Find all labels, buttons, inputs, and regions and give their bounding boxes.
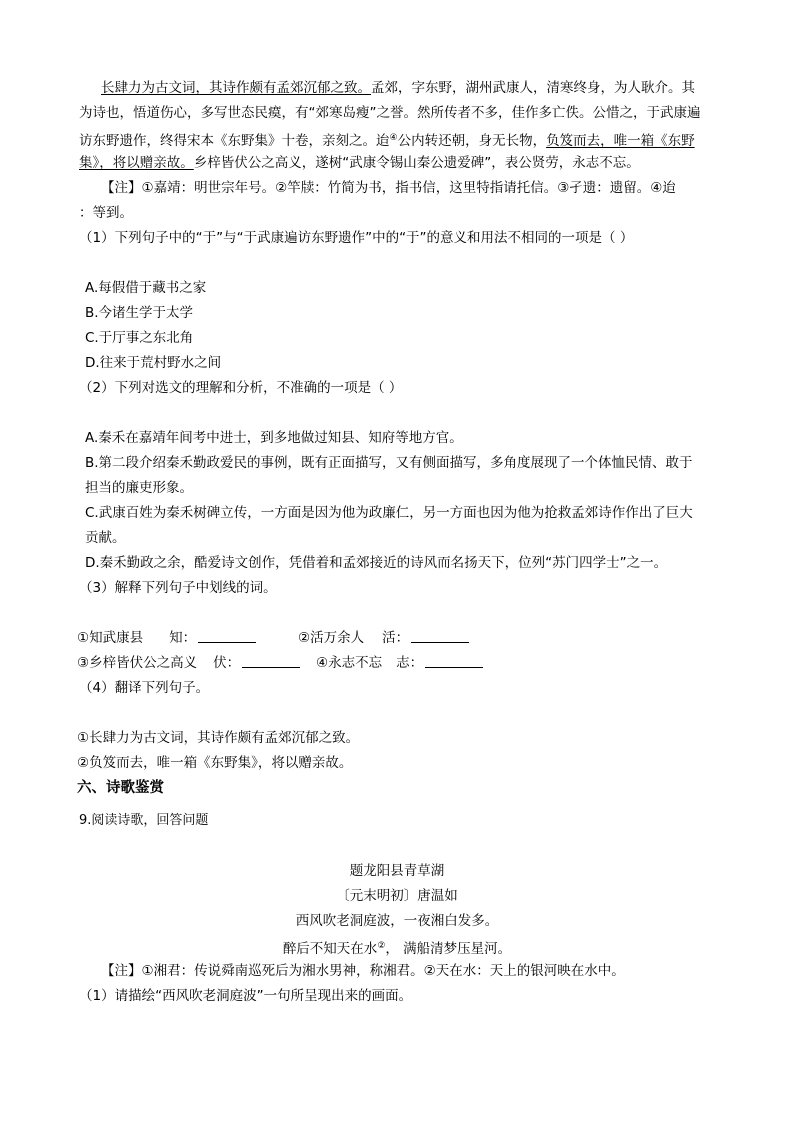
question-3-item-2 [298, 629, 469, 647]
passage-note-cont: ：等到。 [79, 205, 133, 221]
item-word: 活： [382, 630, 410, 646]
answer-blank[interactable] [198, 629, 256, 643]
question-3-item-1 [77, 629, 256, 647]
item-sentence: ③乡梓皆伏公之高义 [77, 655, 198, 671]
question-2-option-c: C.武康百姓为秦禾树碑立传，一方面是因为他为政廉仁，另一方面也因为他为抢救孟郊诗作作出了巨大 [85, 505, 693, 521]
question-2-option-a: A.秦禾在嘉靖年间考中进士，到多地做过知县、知府等地方官。 [85, 430, 463, 446]
passage-note: 【注】①嘉靖：明世宗年号。②竿牍：竹简为书，指书信，这里特指请托信。③孑遗：遗留。④迨 [101, 180, 676, 196]
answer-blank[interactable] [425, 654, 483, 668]
question-4-sentence-1: ①长肆力为古文词，其诗作颇有孟郊沉郁之致。 [77, 730, 360, 746]
poem-title: 题龙阳县青草湖 [349, 863, 445, 879]
footnote-marker: ② [377, 941, 386, 951]
section-heading: 六、诗歌鉴赏 [77, 780, 164, 796]
underlined-sentence: 负笈而去，唯一箱《东野 [546, 133, 695, 149]
passage-text: 访东野遗作，终得宋本《东野集》十卷，亲刻之。迨 [79, 133, 390, 149]
question-1-option-a: A.每假借于藏书之家 [85, 280, 207, 296]
question-2-option-b: B.第二段介绍秦禾勤政爱民的事例，既有正面描写，又有侧面描写，多角度展现了一个体恤民情、敢于 [85, 455, 693, 471]
answer-blank[interactable] [242, 654, 300, 668]
question-3-item-4 [316, 654, 483, 672]
question-2-option-c-cont: 贡献。 [85, 530, 126, 546]
poem-author: 〔元末明初〕唐温如 [336, 888, 458, 904]
poem-question-1: （1）请描绘“西风吹老洞庭波”一句所呈现出来的画面。 [79, 988, 413, 1004]
question-2-option-d: D.秦禾勤政之余，酷爱诗文创作，凭借着和孟郊接近的诗风而名扬天下，位列“苏门四学士”之一。 [85, 555, 668, 571]
underlined-sentence: 长肆力为古文词，其诗作颇有孟郊沉郁之致。 [101, 80, 371, 96]
poem-note: 【注】①湘君：传说舜南巡死后为湘水男神，称湘君。②天在水：天上的银河映在水中。 [101, 963, 625, 979]
item-sentence: ④永志不忘 [316, 655, 383, 671]
question-1-stem: （1）下列句子中的“于”与“于武康遍访东野遗作”中的“于”的意义和用法不相同的一项是（ ） [79, 230, 634, 246]
passage-line-1 [101, 79, 695, 97]
passage-line-3 [79, 129, 695, 150]
item-word: 志： [396, 655, 424, 671]
passage-text: 公内转还朝，身无长物， [397, 133, 547, 149]
passage-text: 乡梓皆伏公之高义，遂树“武康令锡山秦公遗爱碑”，表公贤劳，永志不忘。 [193, 155, 640, 171]
item-sentence: ①知武康县 [77, 630, 144, 646]
question-1-option-b: B.今诸生学于太学 [85, 305, 194, 321]
question-2-option-b-cont: 担当的廉吏形象。 [85, 480, 193, 496]
item-word: 知： [169, 630, 197, 646]
passage-line-2: 为诗也，悟道伤心，多写世态民瘼，有“郊寒岛瘦”之誉。然所传者不多，佳作多亡佚。公惜之，于武康遍 [79, 105, 701, 121]
passage-line-4 [79, 154, 640, 172]
question-4-sentence-2: ②负笈而去，唯一箱《东野集》，将以赠亲故。 [77, 755, 353, 771]
item-word: 伏： [213, 655, 241, 671]
underlined-sentence: 集》，将以赠亲故。 [79, 155, 194, 171]
question-9-stem: 9.阅读诗歌，回答问题 [79, 813, 209, 828]
answer-blank[interactable] [411, 629, 469, 643]
question-1-option-d: D.往来于荒村野水之间 [85, 355, 222, 371]
item-sentence: ②活万余人 [298, 630, 365, 646]
poem-text: 醉后不知天在水 [282, 941, 378, 957]
poem-text: ， 满船清梦压星河。 [385, 941, 512, 957]
footnote-marker: ④ [389, 133, 398, 143]
passage-text: 孟郊，字东野，湖州武康人，清寒终身，为人耿介。其 [371, 80, 695, 96]
question-4-stem: （4）翻译下列句子。 [79, 680, 210, 696]
question-2-stem: （2）下列对选文的理解和分析，不准确的一项是（ ） [79, 380, 403, 396]
question-3-stem: （3）解释下列句子中划线的词。 [79, 580, 277, 596]
poem-line-1: 西风吹老洞庭波，一夜湘白发多。 [295, 913, 499, 929]
poem-line-2 [0, 937, 794, 958]
question-1-option-c: C.于厅事之东北角 [85, 330, 194, 346]
question-3-item-3 [77, 654, 300, 672]
